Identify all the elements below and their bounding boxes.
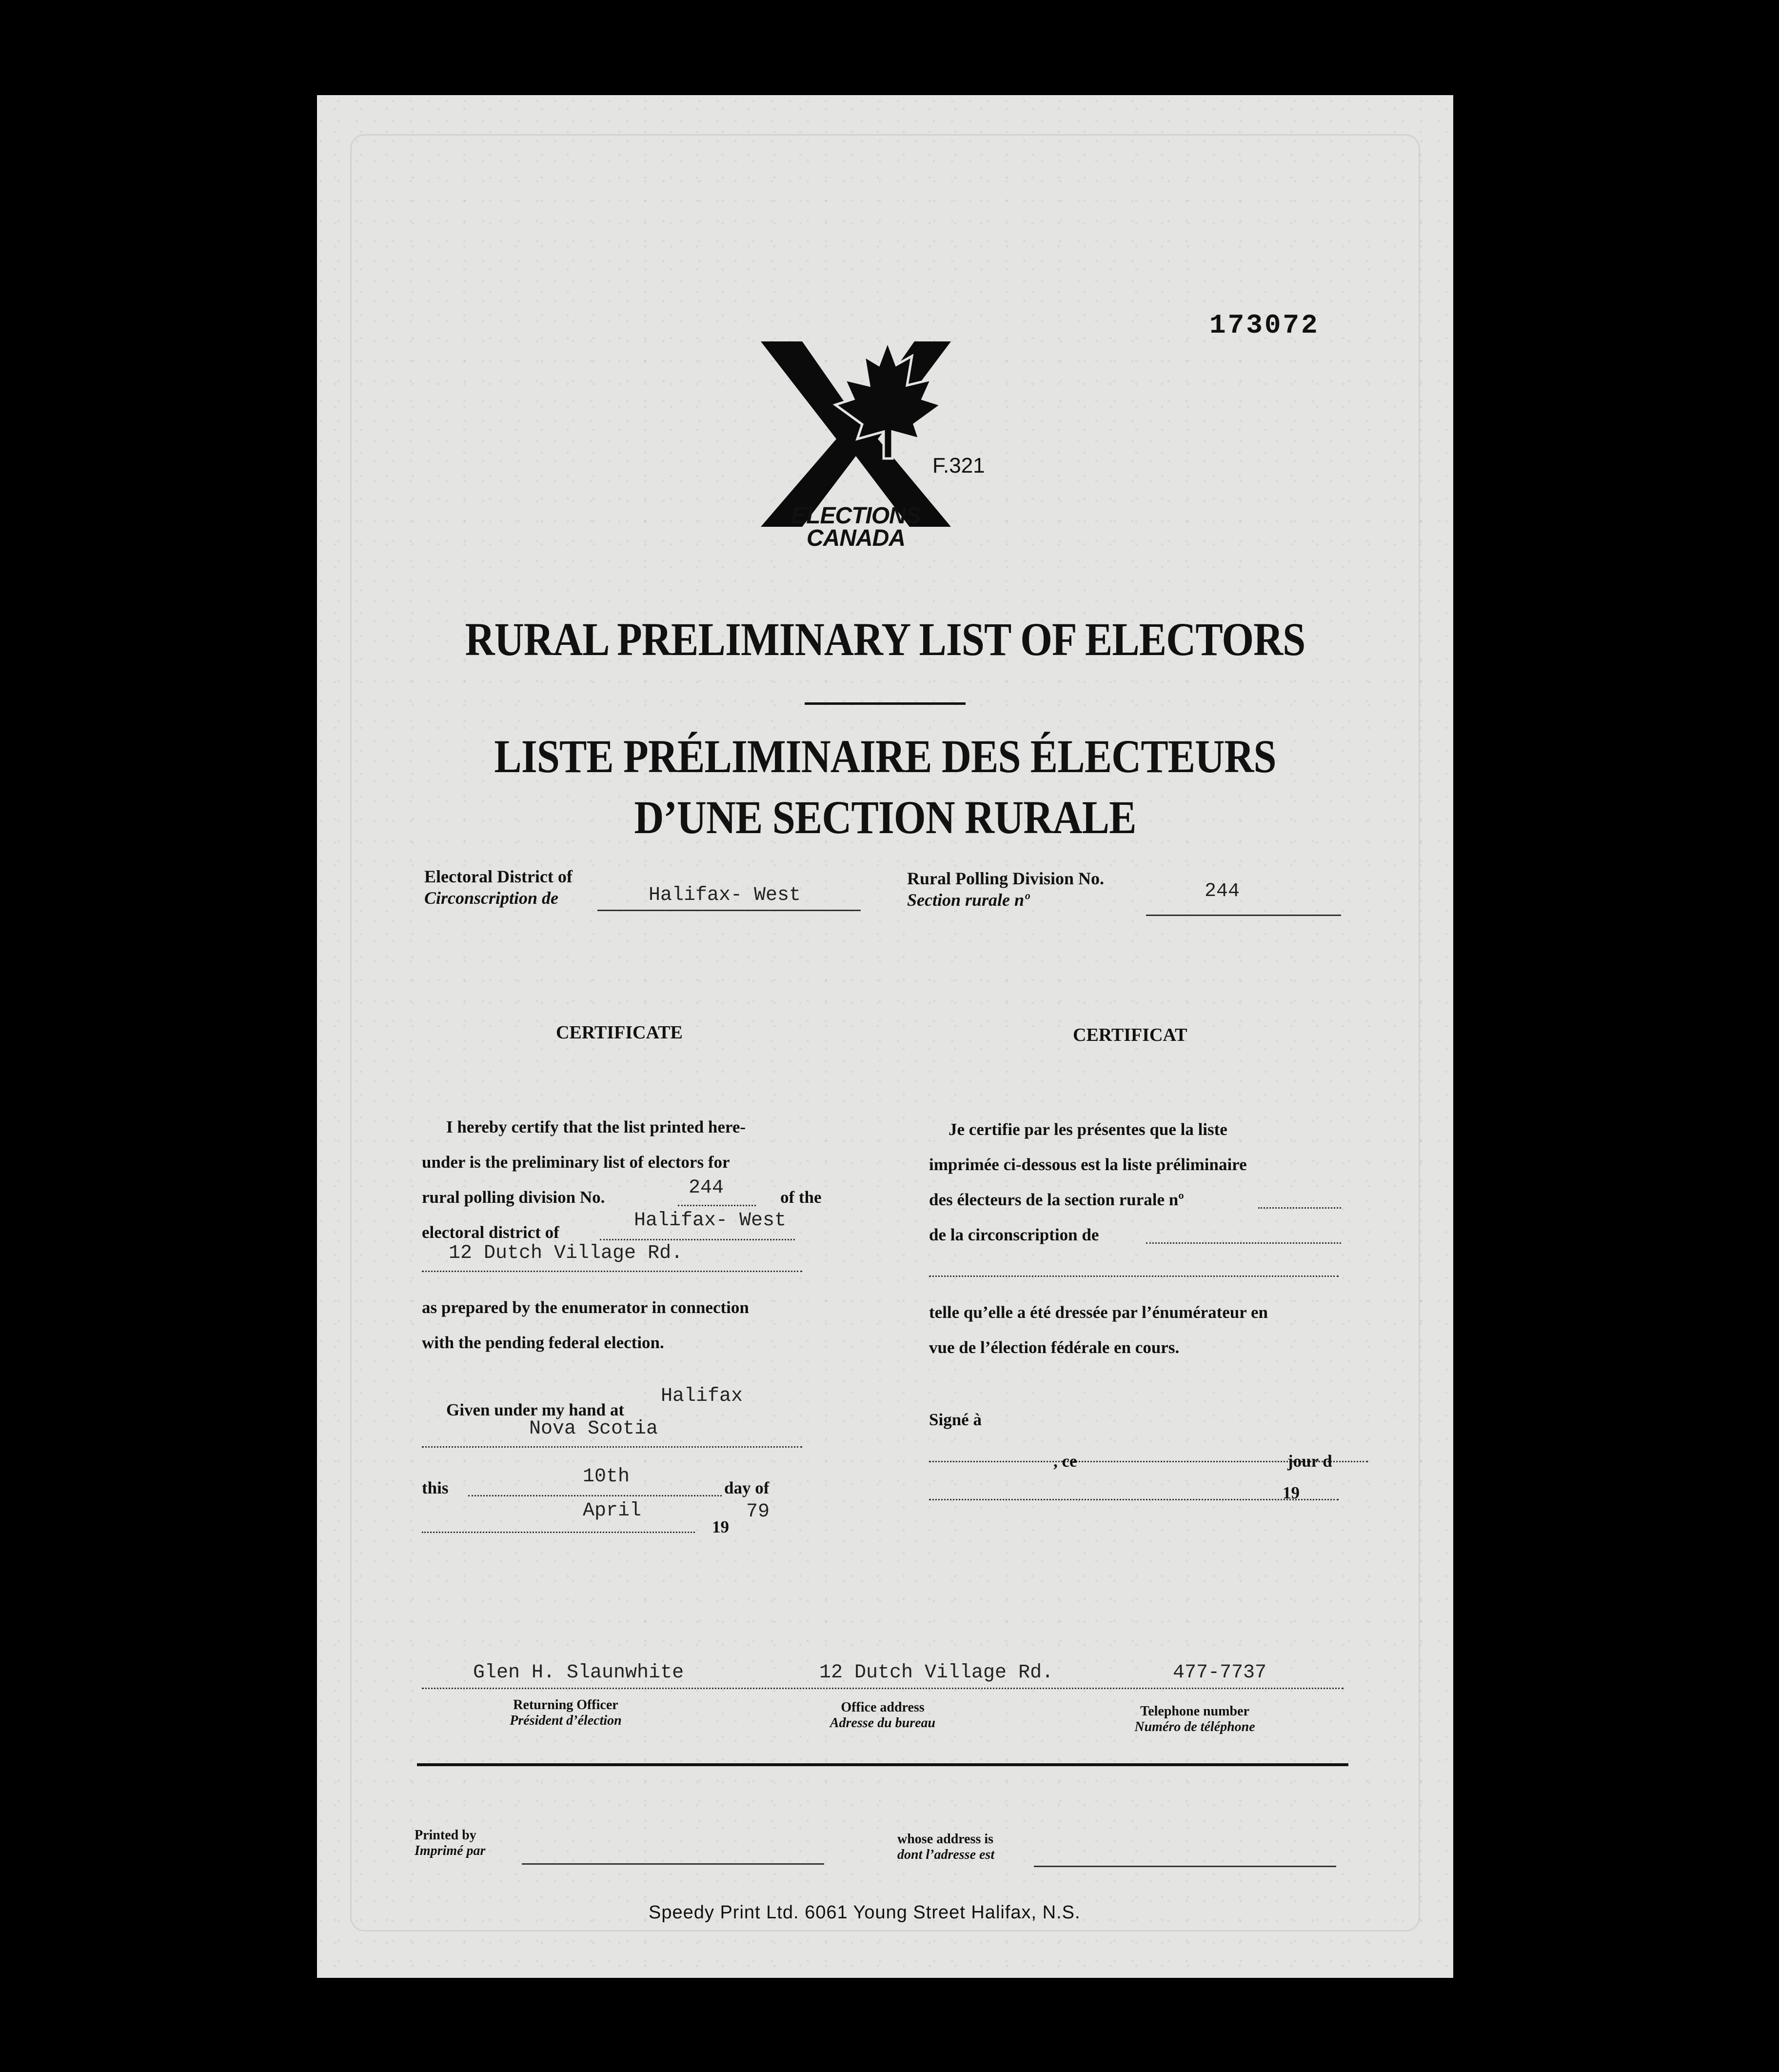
phone-label-fr: Numéro de téléphone xyxy=(1134,1719,1255,1734)
telephone-value: 477-7737 xyxy=(1173,1662,1267,1684)
cert-en-line3b: of the xyxy=(780,1188,822,1207)
serial-number: 173072 xyxy=(1209,310,1320,341)
cert-en-line1: I hereby certify that the list printed here- xyxy=(446,1117,746,1136)
cert-en-given-label: Given under my hand at xyxy=(446,1400,624,1419)
cert-en-division-value: 244 xyxy=(689,1177,724,1199)
title-divider xyxy=(805,702,966,705)
cert-en-this-label: this xyxy=(422,1478,449,1497)
cert-en-day-value: 10th xyxy=(583,1466,630,1488)
cert-en-year-value: 79 xyxy=(746,1501,770,1523)
office-address-value: 12 Dutch Village Rd. xyxy=(819,1662,1054,1684)
printer-address-line xyxy=(1034,1866,1336,1867)
cert-fr-year-prefix: 19 xyxy=(1283,1483,1300,1502)
cert-en-year-prefix: 19 xyxy=(712,1517,729,1536)
cert-en-district-value: Halifax- West xyxy=(634,1210,787,1232)
signature-line xyxy=(422,1688,1344,1689)
certificate-heading-fr: CERTIFICAT xyxy=(1073,1025,1187,1045)
office-label-en: Office address xyxy=(841,1700,925,1715)
division-label-en: Rural Polling Division No. xyxy=(907,869,1105,888)
cert-en-day-line xyxy=(468,1495,722,1496)
printed-by-label-en: Printed by xyxy=(415,1828,476,1843)
cert-fr-district-line xyxy=(1146,1242,1341,1244)
cert-en-address-line xyxy=(422,1271,802,1272)
district-label-en: Electoral District of xyxy=(424,867,573,886)
logo-line2: CANADA xyxy=(807,525,905,551)
cert-fr-line5: telle qu’elle a été dressée par l’énumérateur en xyxy=(929,1303,1268,1322)
section-divider xyxy=(417,1763,1348,1766)
cert-en-given-line xyxy=(422,1446,802,1448)
cert-en-month-line xyxy=(422,1532,695,1533)
logo-line1: ELECTIONS xyxy=(791,503,921,529)
cert-en-month-value: April xyxy=(583,1500,642,1522)
district-value: Halifax- West xyxy=(649,884,801,906)
cert-fr-line3: des électeurs de la section rurale nº xyxy=(929,1190,1184,1209)
cert-en-line4a: electoral district of xyxy=(422,1223,559,1242)
division-line xyxy=(1146,915,1341,916)
cert-fr-line6: vue de l’élection fédérale en cours. xyxy=(929,1338,1180,1357)
cert-en-line2: under is the preliminary list of electors for xyxy=(422,1153,730,1172)
cert-en-given-value2: Nova Scotia xyxy=(529,1418,658,1440)
address-label-fr: dont l’adresse est xyxy=(897,1847,995,1862)
title-french-line1: LISTE PRÉLIMINAIRE DES ÉLECTEURS xyxy=(494,730,1276,782)
cert-en-line3a: rural polling division No. xyxy=(422,1188,605,1207)
cert-en-line5: as prepared by the enumerator in connection xyxy=(422,1298,749,1317)
division-label-fr: Section rurale nº xyxy=(907,890,1029,910)
district-line xyxy=(597,910,861,911)
phone-label-en: Telephone number xyxy=(1140,1704,1249,1719)
district-label-fr: Circonscription de xyxy=(424,888,559,908)
cert-fr-line2: imprimée ci-dessous est la liste préliminaire xyxy=(929,1155,1247,1174)
printed-by-line xyxy=(522,1863,824,1865)
form-code: F.321 xyxy=(932,454,985,478)
cert-fr-extra-line xyxy=(929,1275,1339,1277)
title-english: RURAL PRELIMINARY LIST OF ELECTORS xyxy=(465,613,1305,665)
office-label-fr: Adresse du bureau xyxy=(830,1715,936,1731)
cert-fr-division-line xyxy=(1258,1207,1341,1209)
cert-en-day-of-label: day of xyxy=(724,1478,770,1497)
form-page xyxy=(317,95,1453,1978)
cert-fr-signe-label: Signé à xyxy=(929,1410,982,1429)
officer-label-en: Returning Officer xyxy=(513,1697,618,1713)
cert-en-division-line xyxy=(678,1205,756,1206)
cert-fr-line1: Je certifie par les présentes que la liste xyxy=(949,1120,1227,1139)
cert-fr-ce-label: , ce xyxy=(1053,1452,1077,1471)
division-value: 244 xyxy=(1205,880,1240,902)
address-label-en: whose address is xyxy=(897,1832,994,1847)
logo-text xyxy=(756,505,956,550)
cert-fr-jour-label: jour d xyxy=(1287,1452,1332,1471)
officer-name-value: Glen H. Slaunwhite xyxy=(473,1662,684,1684)
cert-en-given-value1: Halifax xyxy=(661,1385,743,1407)
printer-imprint: Speedy Print Ltd. 6061 Young Street Halifax, N.S. xyxy=(649,1902,1081,1923)
cert-fr-line4: de la circonscription de xyxy=(929,1225,1099,1244)
cert-fr-date-line xyxy=(929,1499,1339,1500)
printed-by-label-fr: Imprimé par xyxy=(415,1843,486,1858)
cert-en-district-line xyxy=(600,1239,795,1240)
cert-en-address-value: 12 Dutch Village Rd. xyxy=(449,1242,683,1264)
title-french-line2: D’UNE SECTION RURALE xyxy=(634,791,1136,843)
cert-en-line6: with the pending federal election. xyxy=(422,1333,664,1352)
certificate-heading-en: CERTIFICATE xyxy=(556,1022,683,1043)
officer-label-fr: Président d’élection xyxy=(510,1713,622,1728)
